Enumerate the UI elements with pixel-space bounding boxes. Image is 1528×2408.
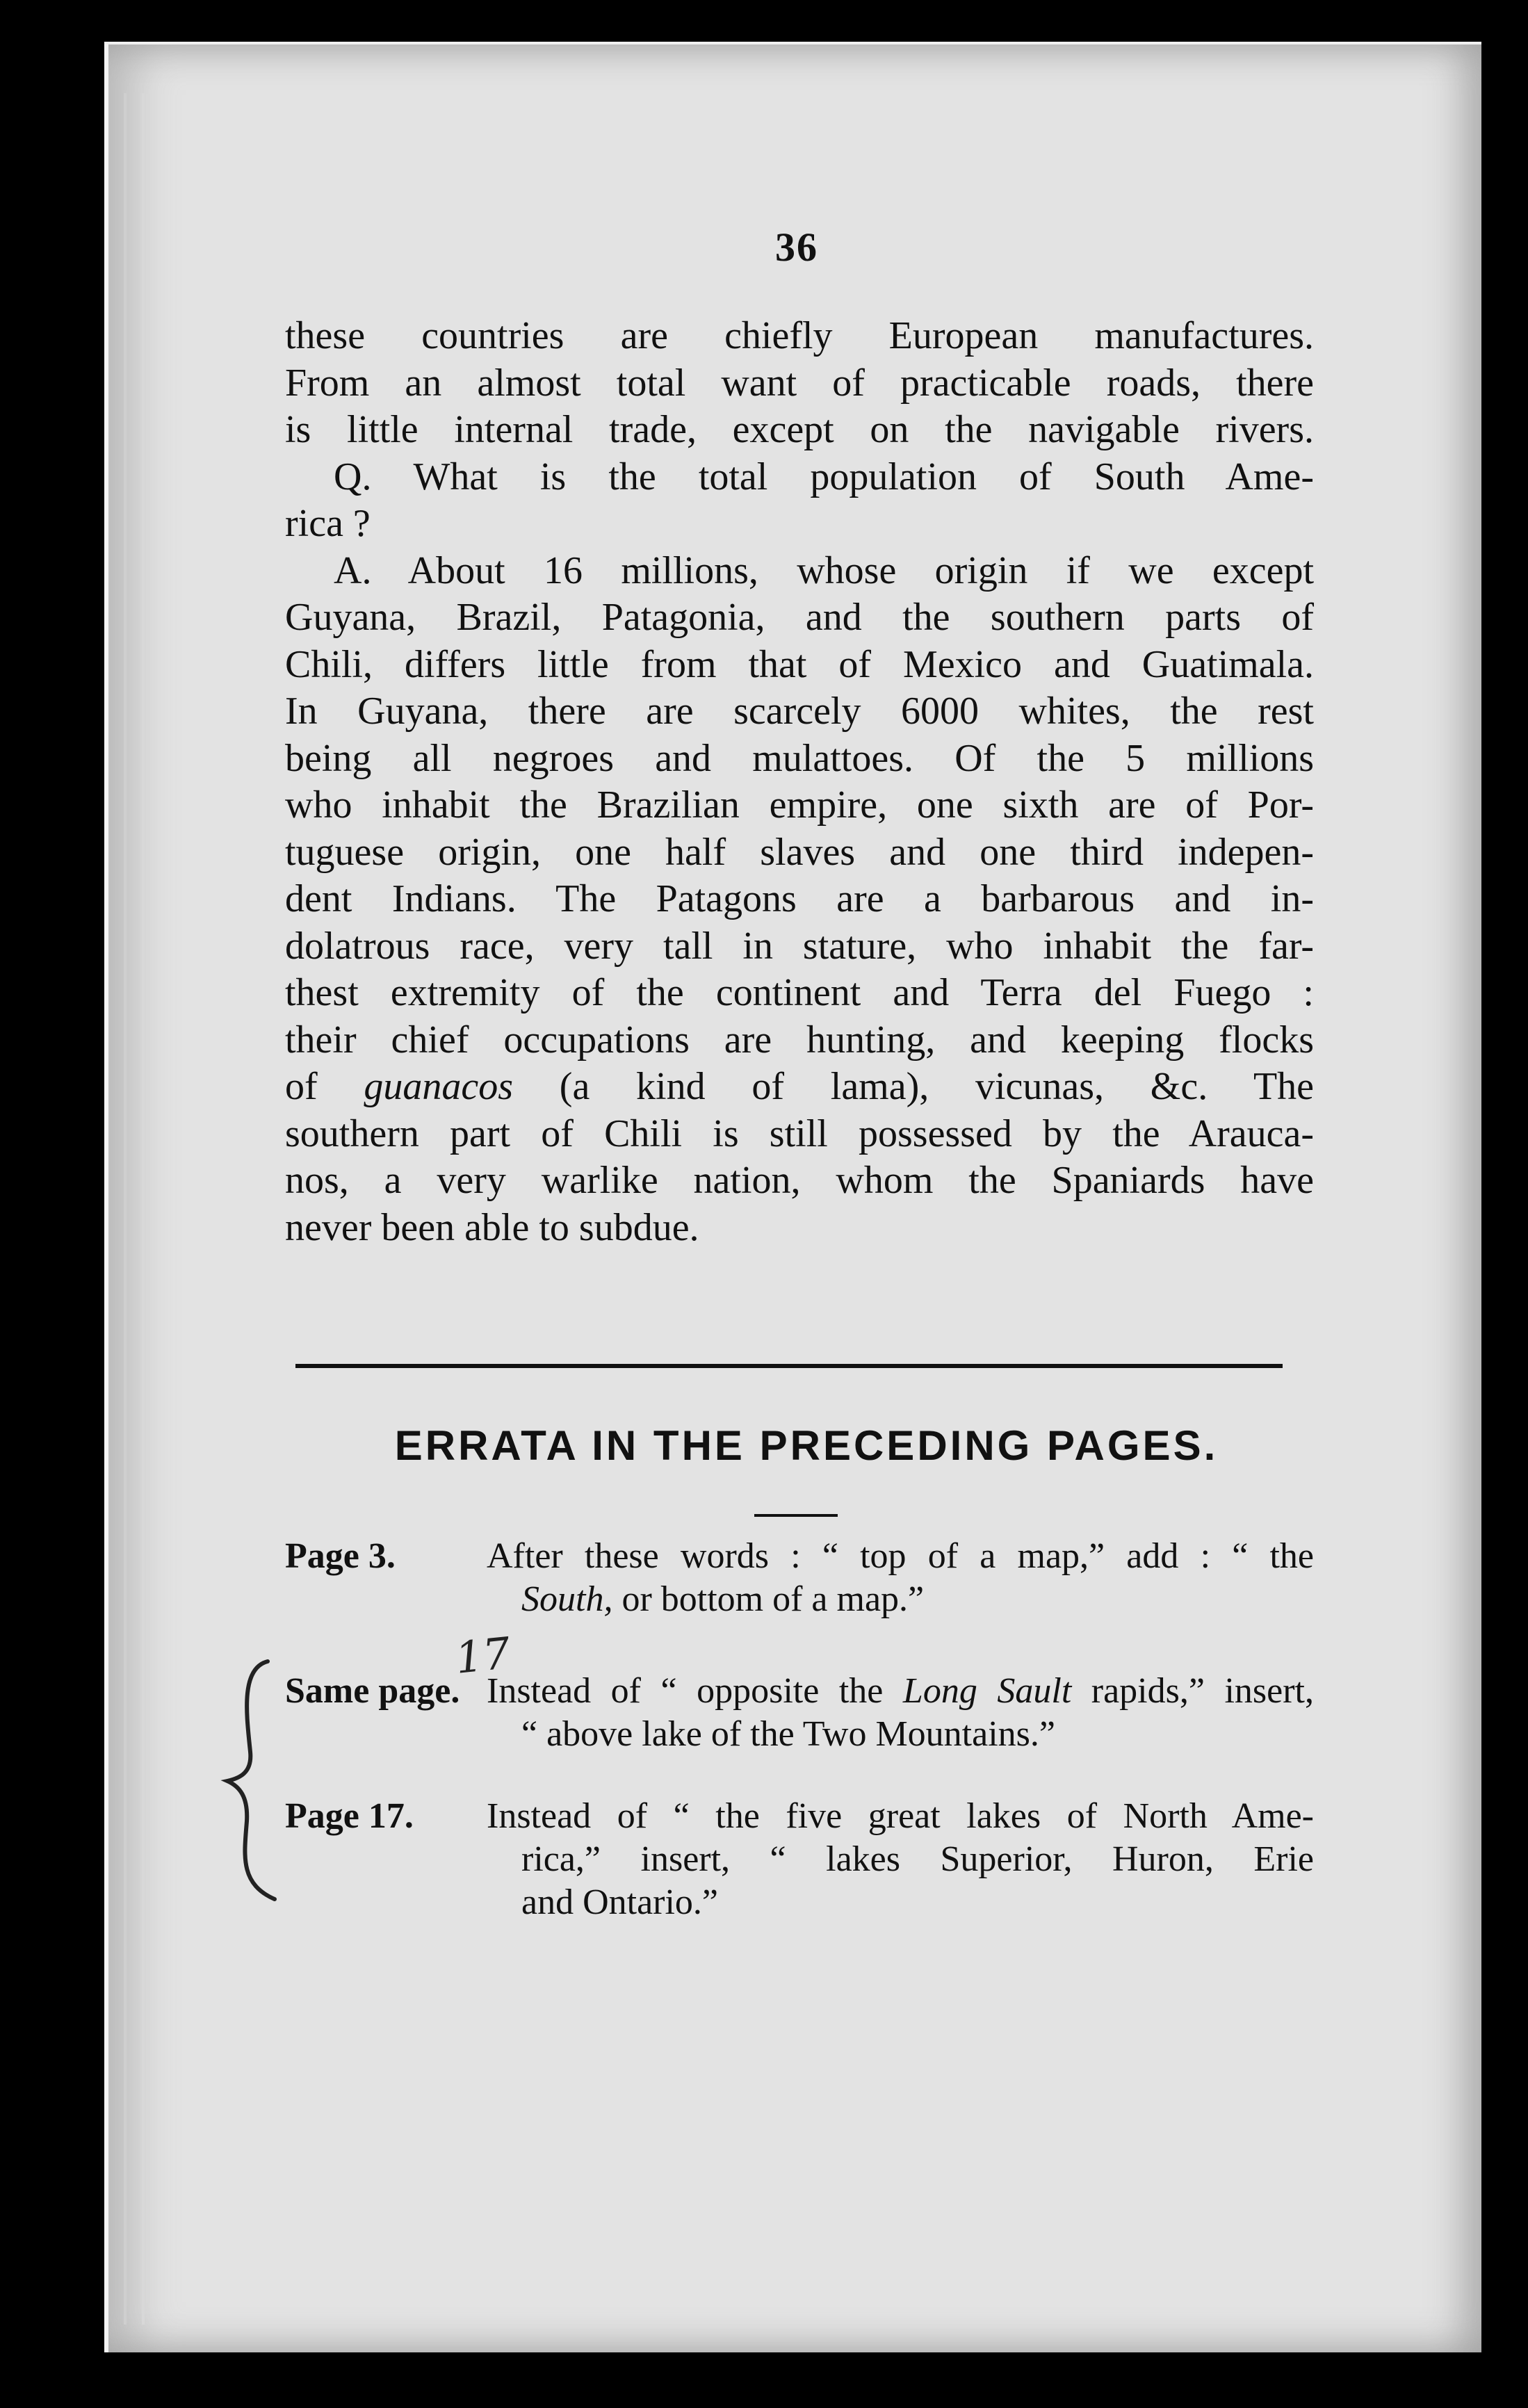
short-divider — [754, 1514, 838, 1517]
answer-line: In Guyana, there are scarcely 6000 whites, the rest — [285, 690, 1314, 733]
erratum-line: and Ontario.” — [521, 1882, 719, 1922]
italic-term: guanacos — [364, 1065, 514, 1108]
italic-term: Long Sault — [902, 1671, 1072, 1711]
erratum-ref: Page 3. — [285, 1536, 396, 1576]
question-line: Q. What is the total population of South Ame- — [334, 455, 1314, 498]
erratum-line: “ above lake of the Two Mountains.” — [521, 1714, 1055, 1754]
answer-line: nos, a very warlike nation, whom the Spaniards have — [285, 1159, 1314, 1202]
erratum-line — [487, 1578, 1314, 1621]
answer-line: being all negroes and mulattoes. Of the 5 millions — [285, 736, 1314, 780]
answer-line: Guyana, Brazil, Patagonia, and the southern parts of — [285, 596, 1314, 639]
body-text — [285, 313, 1314, 1251]
handwritten-note: 17 — [453, 1627, 513, 1684]
text-fragment: Instead of “ opposite the — [487, 1671, 903, 1711]
answer-line: A. About 16 millions, whose origin if we except — [334, 548, 1314, 592]
answer-line — [285, 1064, 1314, 1111]
text-fragment: rapids,” insert, — [1071, 1671, 1314, 1711]
erratum-line — [487, 1670, 1314, 1713]
section-divider — [295, 1364, 1283, 1368]
answer-line: their chief occupations are hunting, and keeping flocks — [285, 1018, 1314, 1061]
page-number: 36 — [775, 225, 818, 270]
question-line: rica ? — [285, 502, 371, 545]
answer-line: Chili, differs little from that of Mexico and Guatimala. — [285, 642, 1314, 686]
answer-line: thest extremity of the continent and Terra del Fuego : — [285, 971, 1314, 1014]
text-fragment: (a kind of lama), vicunas, &c. The — [513, 1065, 1314, 1108]
answer-line: dent Indians. The Patagons are a barbarous and in- — [285, 877, 1314, 920]
erratum-line: After these words : “ top of a map,” add : “ the — [487, 1536, 1314, 1576]
text-fragment: or bottom of a map.” — [612, 1579, 925, 1619]
text-line: is little internal trade, except on the navigable rivers. — [285, 408, 1314, 451]
answer-line: dolatrous race, very tall in stature, who inhabit the far- — [285, 924, 1314, 968]
erratum-text — [487, 1670, 1314, 1756]
answer-line: who inhabit the Brazilian empire, one sixth are of Por- — [285, 783, 1314, 827]
errata-heading: ERRATA IN THE PRECEDING PAGES. — [394, 1422, 1219, 1469]
handwritten-brace-icon — [219, 1654, 282, 1905]
erratum-text — [487, 1795, 1314, 1924]
answer-line: tuguese origin, one half slaves and one third indepen- — [285, 830, 1314, 874]
erratum-line: Instead of “ the five great lakes of North Ame- — [487, 1796, 1314, 1836]
erratum-ref: Page 17. — [285, 1796, 414, 1836]
spine-crease — [142, 93, 145, 2325]
text-fragment: of — [285, 1065, 364, 1108]
spine-crease — [124, 93, 127, 2325]
erratum-text — [487, 1535, 1314, 1621]
text-line: From an almost total want of practicable roads, there — [285, 361, 1314, 405]
answer-line: never been able to subdue. — [285, 1205, 699, 1249]
answer-line: southern part of Chili is still possessed by the Arauca- — [285, 1112, 1314, 1155]
erratum-line: rica,” insert, “ lakes Superior, Huron, Erie — [521, 1839, 1314, 1879]
italic-term: South, — [521, 1579, 613, 1619]
erratum-ref: Same page. — [285, 1671, 460, 1711]
text-line: these countries are chiefly European manufactures. — [285, 314, 1314, 357]
